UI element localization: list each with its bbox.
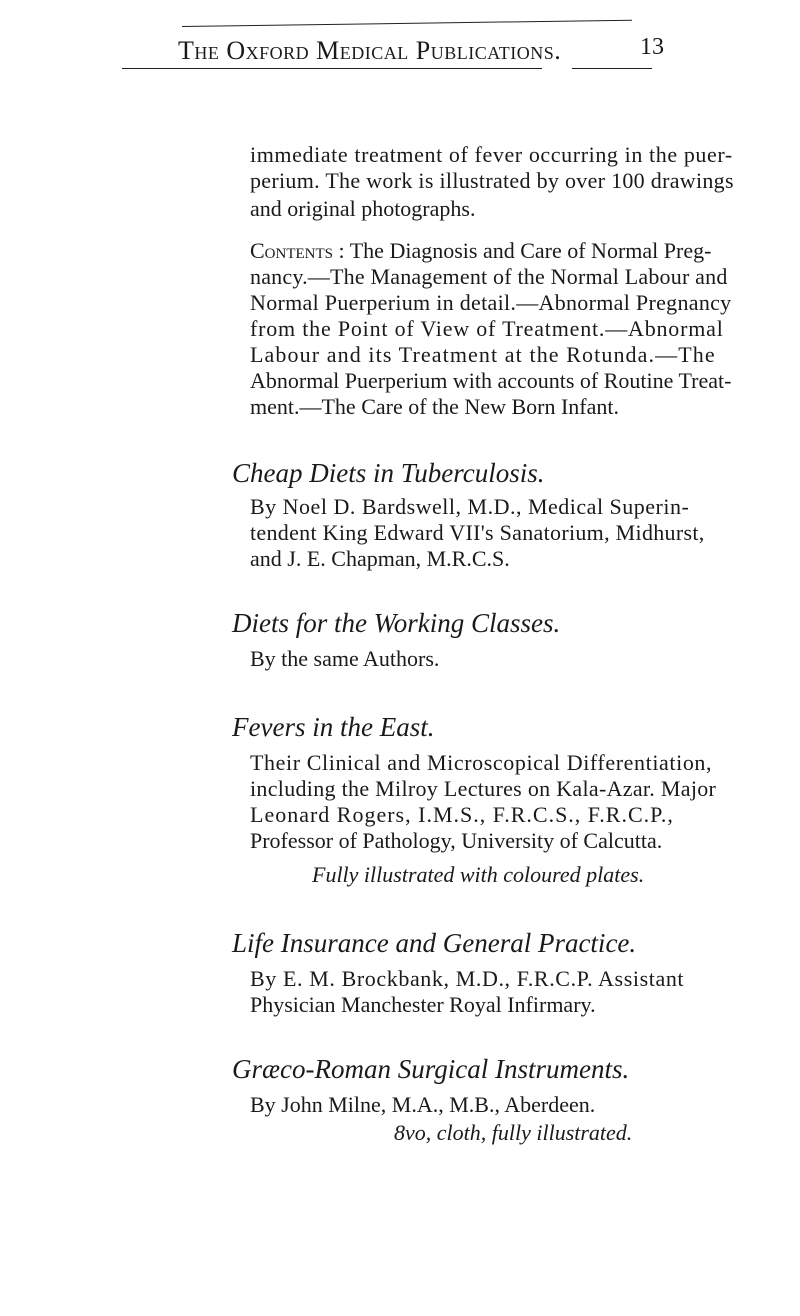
author-line: By E. M. Brockbank, M.D., F.R.C.P. Assistant (250, 966, 685, 991)
book-note: 8vo, cloth, fully illustrated. (394, 1120, 633, 1145)
contents-line: Labour and its Treatment at the Rotunda.—The (250, 342, 716, 367)
header-title: The Oxford Medical Publications. (178, 36, 562, 65)
description-line: including the Milroy Lectures on Kala-Azar. Major (250, 776, 717, 801)
contents-line: from the Point of View of Treatment.—Abnormal (250, 316, 724, 341)
contents-line: Abnormal Puerperium with accounts of Routine Treat- (250, 368, 732, 393)
book-title: Græco-Roman Surgical Instruments. (232, 1054, 630, 1084)
book-title: Diets for the Working Classes. (232, 608, 561, 638)
book-title: Cheap Diets in Tuberculosis. (232, 458, 545, 488)
header-top-rule (182, 20, 632, 27)
contents-label: Contents : (250, 238, 345, 263)
entry1-line: and original photographs. (250, 196, 476, 221)
header-bottom-rule (122, 68, 542, 69)
book-title: Life Insurance and General Practice. (232, 928, 637, 958)
contents-line: Normal Puerperium in detail.—Abnormal Pregnancy (250, 290, 732, 315)
description-line: Professor of Pathology, University of Calcutta. (250, 828, 663, 853)
contents-first-line (250, 238, 711, 264)
author-line: tendent King Edward VII's Sanatorium, Midhurst, (250, 520, 705, 545)
author-line: Physician Manchester Royal Infirmary. (250, 992, 596, 1017)
contents-line: The Diagnosis and Care of Normal Preg- (349, 238, 712, 263)
book-note: Fully illustrated with coloured plates. (312, 862, 645, 887)
description-line: Their Clinical and Microscopical Differentiation, (250, 750, 713, 775)
book-title: Fevers in the East. (232, 712, 435, 742)
author-line: Leonard Rogers, I.M.S., F.R.C.S., F.R.C.P., (250, 802, 674, 827)
header-bottom-rule-right (572, 68, 652, 69)
contents-line: nancy.—The Management of the Normal Labour and (250, 264, 728, 289)
author-line: By Noel D. Bardswell, M.D., Medical Superin- (250, 494, 690, 519)
page-number: 13 (640, 34, 664, 60)
author-line: By John Milne, M.A., M.B., Aberdeen. (250, 1092, 596, 1117)
running-header (172, 26, 672, 76)
entry1-line: immediate treatment of fever occurring in the puer- (250, 142, 733, 167)
entry1-line: perium. The work is illustrated by over 100 drawings (250, 168, 734, 193)
author-line: and J. E. Chapman, M.R.C.S. (250, 546, 510, 571)
contents-line: ment.—The Care of the New Born Infant. (250, 394, 619, 419)
author-line: By the same Authors. (250, 646, 440, 671)
